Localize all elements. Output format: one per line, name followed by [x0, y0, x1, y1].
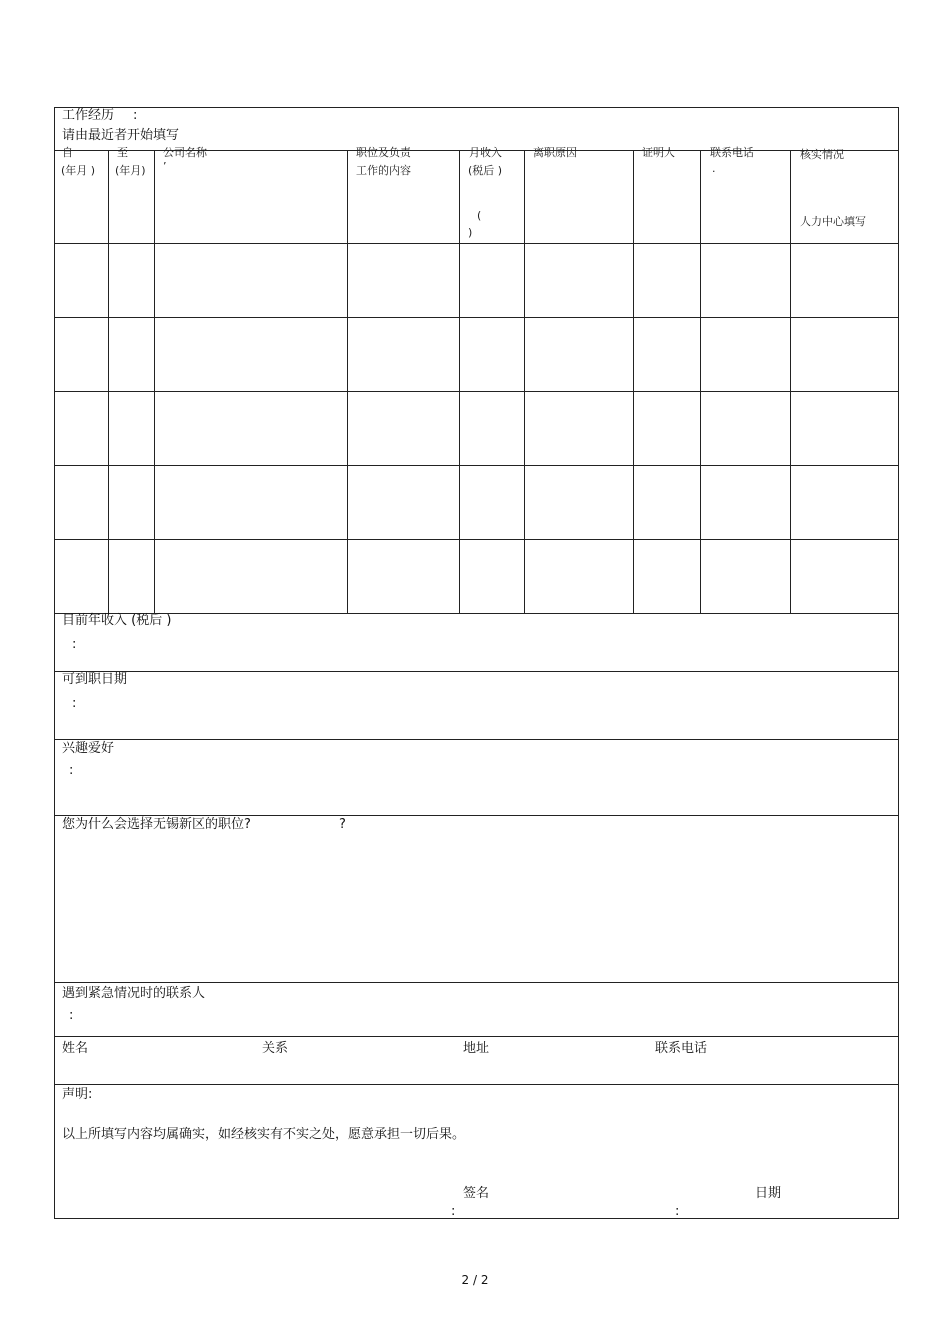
date-label: 日期 — [755, 1186, 782, 1201]
section-divider — [55, 1036, 898, 1037]
col-reason-label: 离职原因 — [533, 146, 577, 159]
row-divider — [55, 539, 898, 540]
work-history-instruction: 请由最近者开始填写 — [62, 128, 180, 143]
column-line — [700, 150, 701, 613]
column-line — [633, 150, 634, 613]
col-to-unit: (年月) — [115, 164, 146, 177]
col-verify-label: 核实情况 — [800, 148, 844, 161]
col-position-label2: 工作的内容 — [356, 164, 411, 177]
section-divider — [55, 815, 898, 816]
column-line — [154, 150, 155, 613]
section-divider — [55, 982, 898, 983]
emergency-address-label: 地址 — [463, 1041, 490, 1056]
available-date-colon: : — [72, 696, 77, 711]
row-divider — [55, 391, 898, 392]
emergency-phone-label: 联系电话 — [655, 1041, 708, 1056]
emergency-relation-label: 关系 — [262, 1041, 289, 1056]
col-company-label: 公司名称 — [163, 146, 207, 159]
column-line — [459, 150, 460, 613]
available-date-label: 可到职日期 — [62, 672, 128, 687]
annual-income-label: 目前年收入 (税后 ) — [62, 613, 172, 628]
date-colon: : — [675, 1204, 680, 1219]
col-to-label: 至 — [117, 146, 128, 159]
col-position-label: 职位及负责 — [356, 146, 411, 159]
declaration-text: 以上所填写内容均属确实，如经核实有不实之处，愿意承担一切后果。 — [62, 1127, 466, 1142]
application-form — [54, 107, 899, 1219]
column-header-divider — [55, 243, 898, 244]
work-history-title: 工作经历 — [62, 108, 115, 123]
col-verify-note: 人力中心填写 — [800, 215, 866, 228]
declaration-label: 声明: — [62, 1087, 93, 1102]
work-history-colon: : — [133, 108, 138, 123]
hobbies-colon: : — [69, 763, 74, 778]
annual-income-colon: : — [72, 637, 77, 652]
emergency-label: 遇到紧急情况时的联系人 — [62, 986, 206, 1001]
column-line — [790, 150, 791, 613]
reason-question-mark: ? — [339, 817, 346, 832]
col-income-paren-open: ( — [477, 209, 482, 222]
emergency-name-label: 姓名 — [62, 1041, 89, 1056]
col-phone-mark: . — [712, 162, 716, 175]
section-divider — [55, 739, 898, 740]
column-line — [108, 150, 109, 613]
page-number: 2 / 2 — [461, 1273, 489, 1287]
signature-label: 签名 — [463, 1186, 490, 1201]
col-income-unit: (税后 ) — [468, 164, 503, 177]
hobbies-label: 兴趣爱好 — [62, 741, 115, 756]
section-divider — [55, 671, 898, 672]
row-divider — [55, 465, 898, 466]
col-income-paren-close: ) — [468, 226, 473, 239]
col-witness-label: 证明人 — [642, 146, 675, 159]
col-income-label: 月收入 — [469, 146, 502, 159]
row-divider — [55, 317, 898, 318]
emergency-colon: : — [69, 1008, 74, 1023]
table-bottom-divider — [55, 613, 898, 614]
section-divider — [55, 1084, 898, 1085]
col-phone-label: 联系电话 — [710, 146, 754, 159]
signature-colon: : — [451, 1204, 456, 1219]
reason-question-label: 您为什么会选择无锡新区的职位? — [62, 817, 251, 832]
col-from-label: 自 — [62, 146, 73, 159]
col-company-mark: ’ — [163, 160, 167, 173]
column-line — [524, 150, 525, 613]
col-from-unit: (年月 ) — [61, 164, 96, 177]
column-line — [347, 150, 348, 613]
